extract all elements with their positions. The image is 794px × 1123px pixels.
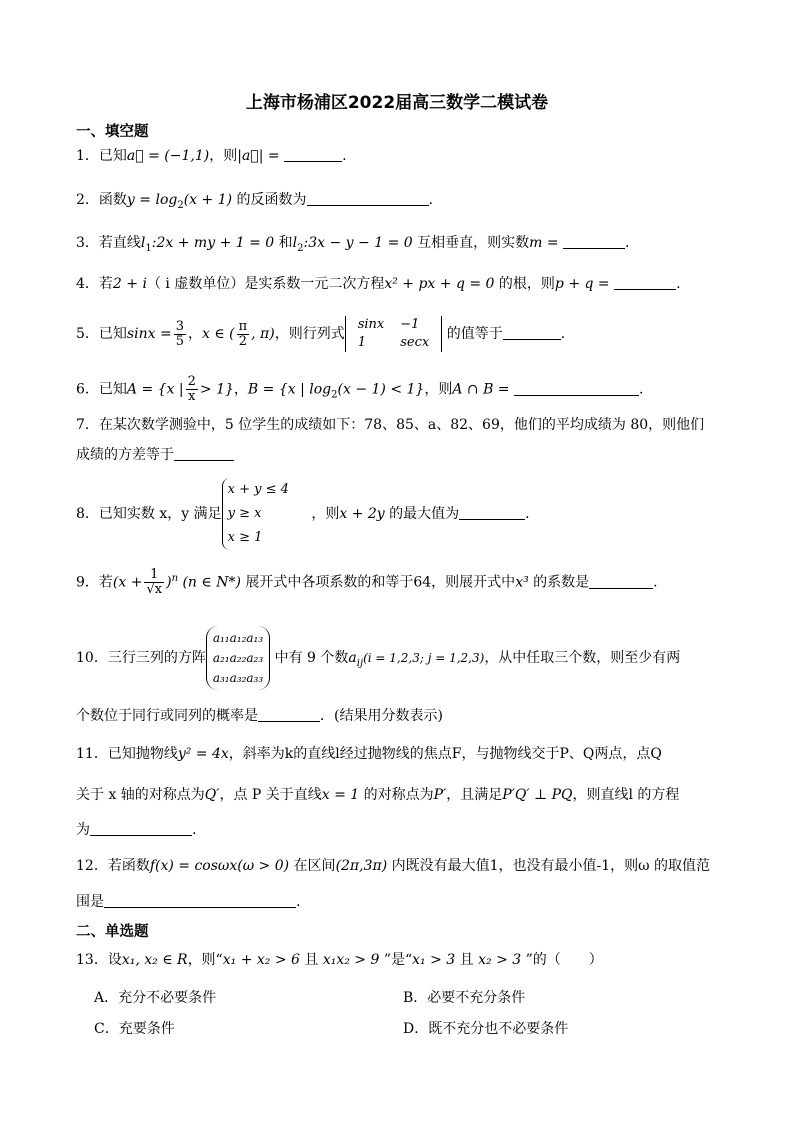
question-6: 6．已知A = {x | $\frac{2}{x}$ > 1}，B = {x | $\log_2(x - 1) < 1$}，则A ∩ B = . (76, 374, 644, 404)
question-7: 7．在某次数学测验中，5 位学生的成绩如下：78、85、a、82、69，他们的平均成绩为 80，则他们 (76, 417, 705, 433)
option-a[interactable]: A．充分不必要条件 (94, 990, 217, 1006)
determinant: sinx −1 1 secx (345, 316, 443, 352)
question-13: 13．设x₁, x₂ ∈ R，则“x₁ + x₂ > 6 且 x₁x₂ > 9 ”是“x₁ > 3 且 x₂ > 3 ”的（ ） (76, 952, 603, 968)
question-7-cont: 成绩的方差等于 (76, 445, 234, 465)
answer-blank[interactable] (307, 191, 429, 206)
fraction: $\frac{2}{x}$ (187, 374, 196, 404)
question-5: 5．已知sinx = $\frac{3}{5}$ ，x ∈ ( $\frac{\pi}{2}$ , π)，则行列式 sinx −1 1 secx 的值等于 . (76, 317, 566, 350)
answer-blank[interactable] (563, 234, 625, 249)
fraction: $\frac{1}{√x}$ (146, 567, 163, 597)
matrix: a₁₁a₁₂a₁₃ a₂₁a₂₂a₂₃ a₃₁a₃₂a₃₃ (206, 626, 270, 690)
question-11-cont: 关于 x 轴的对称点为Q′，点 P 关于直线x = 1 的对称点为P′，且满足P′Q′ ⊥ PQ，则直线l 的方程 (76, 787, 680, 803)
option-d[interactable]: D．既不充分也不必要条件 (403, 1021, 569, 1037)
answer-blank[interactable] (258, 707, 320, 722)
section-fill-in: 一、填空题 (76, 124, 149, 140)
answer-blank[interactable] (90, 821, 192, 836)
question-12-cont: 围是 . (76, 894, 301, 910)
answer-blank[interactable] (589, 574, 653, 589)
answer-blank[interactable] (174, 446, 234, 461)
answer-blank[interactable] (284, 147, 342, 162)
answer-blank[interactable] (614, 275, 676, 290)
answer-blank[interactable] (514, 381, 639, 396)
option-c[interactable]: C．充要条件 (94, 1021, 175, 1037)
question-8: 8．已知实数 x，y 满足 x + y ≤ 4 y ≥ x x ≥ 1 ，则x + 2y 的最大值为 . (76, 478, 530, 550)
constraint-system: x + y ≤ 4 y ≥ x x ≥ 1 (222, 478, 289, 550)
answer-blank[interactable] (459, 505, 525, 520)
question-11: 11．已知抛物线y² = 4x，斜率为k的直线l经过抛物线的焦点F，与抛物线交于P、Q两点，点Q (76, 746, 662, 762)
section-single-choice: 二、单选题 (76, 924, 149, 940)
question-11-cont2: 为 . (76, 822, 197, 838)
question-9: 9．若(x + $\frac{1}{√x}$ )$^n$ (n ∈ N*) 展开式中各项系数的和等于64，则展开式中x³ 的系数是 . (76, 567, 658, 597)
question-3: 3．若直线$l_1:2x$ + my + 1 = 0 和$l_2:3x - y - 1 = 0$ 互相垂直，则实数m = . (76, 235, 630, 254)
question-4: 4．若2 + i（ i 虚数单位）是实系数一元二次方程x² + px + q = 0 的根，则p + q = . (76, 276, 681, 292)
question-12: 12．若函数f(x) = cosωx(ω > 0) 在区间(2π,3π) 内既没有最大值1，也没有最小值-1，则ω 的取值范 (76, 858, 711, 874)
answer-blank[interactable] (104, 893, 296, 908)
question-2: 2．函数$y = \log_2(x + 1)$ 的反函数为 . (76, 192, 433, 211)
page-title: 上海市杨浦区2022届高三数学二模试卷 (245, 93, 549, 113)
option-b[interactable]: B．必要不充分条件 (403, 990, 526, 1006)
answer-blank[interactable] (503, 325, 561, 340)
fraction: $\frac{3}{5}$ (175, 318, 184, 349)
fraction: $\frac{\pi}{2}$ (238, 318, 248, 349)
question-10-cont: 个数位于同行或同列的概率是 ．(结果用分数表示) (76, 708, 443, 724)
question-10: 10．三行三列的方阵 a₁₁a₁₂a₁₃ a₂₁a₂₂a₂₃ a₃₁a₃₂a₃₃ 中有 9 个数$a_{ij}(i = 1,2,3$; j = 1,2,3)，从中任取三个数，则至少有两 (76, 626, 680, 690)
question-1: 1．已知a⃗ = (−1,1)，则|a⃗| = . (76, 148, 347, 164)
